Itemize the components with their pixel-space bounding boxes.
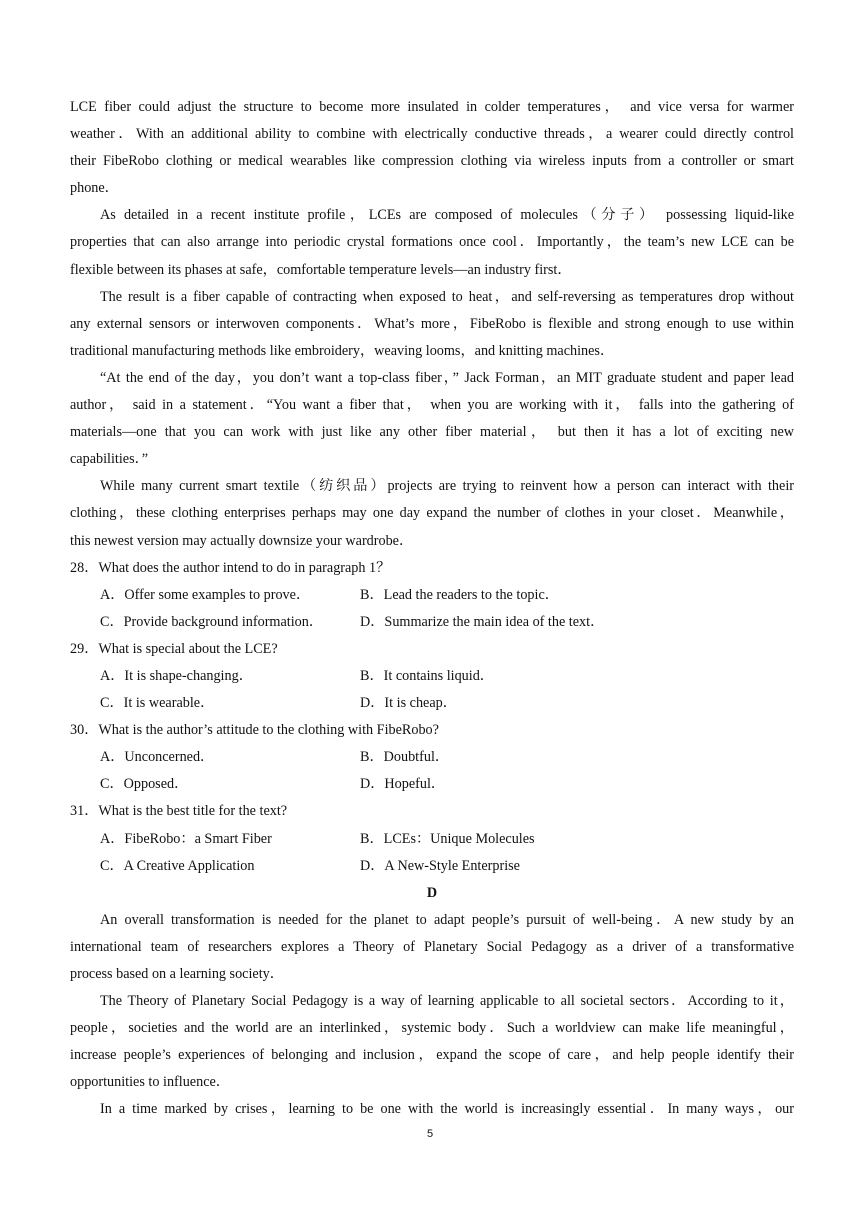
page-number: 5 bbox=[426, 1128, 434, 1140]
answer-option: C．It is wearable． bbox=[100, 695, 215, 712]
answer-option: D．Hopeful． bbox=[360, 776, 446, 793]
paragraph-line: flexible between its phases at safe，comfortable temperature levels—an industry first． bbox=[70, 261, 572, 278]
paragraph-line: LCE fiber could adjust the structure to become more insulated in colder temperatures， and vice versa for warmer bbox=[70, 99, 794, 115]
answer-option: D．Summarize the main idea of the text． bbox=[360, 613, 605, 630]
page-text bbox=[70, 94, 794, 1124]
option-row bbox=[70, 744, 794, 771]
answer-option: C．Provide background information． bbox=[100, 613, 324, 630]
paragraph-line: In a time marked by crises，learning to be one with the world is increasingly essential．In many ways，our bbox=[100, 1101, 794, 1118]
answer-option: B．It contains liquid． bbox=[360, 667, 494, 684]
question-stem: 30．What is the author’s attitude to the clothing with FibeRobo? bbox=[70, 722, 439, 739]
answer-option: B．Lead the readers to the topic． bbox=[360, 586, 559, 603]
answer-option: C．A Creative Application bbox=[100, 857, 255, 874]
paragraph-line: “At the end of the day，you don’t want a top-class fiber，” Jack Forman，an MIT graduate student and paper lead bbox=[100, 369, 794, 386]
paragraph-line: While many current smart textile（纺织品）projects are trying to reinvent how a person can interact with their bbox=[100, 478, 794, 495]
option-row bbox=[70, 826, 794, 853]
paragraph-line: An overall transformation is needed for the planet to adapt people’s pursuit of well-being．A new study by an bbox=[100, 911, 794, 928]
paragraph-line: As detailed in a recent institute profile，LCEs are composed of molecules（分子） possessing liquid-like bbox=[100, 207, 794, 224]
paragraph-line: The result is a fiber capable of contracting when exposed to heat，and self-reversing as temperatures drop without bbox=[100, 288, 794, 305]
option-row bbox=[70, 853, 794, 880]
answer-option: A．FibeRobo：a Smart Fiber bbox=[100, 830, 272, 847]
paragraph-line: people，societies and the world are an interlinked，systemic body．Such a worldview can make life meaningful， bbox=[70, 1020, 794, 1037]
question-stem: 28．What does the author intend to do in paragraph 1？ bbox=[70, 559, 391, 576]
answer-option: D．It is cheap． bbox=[360, 695, 457, 712]
paragraph-line: increase people’s experiences of belonging and inclusion，expand the scope of care，and help people identify their bbox=[70, 1047, 794, 1064]
paragraph-line: their FibeRobo clothing or medical wearables like compression clothing via wireless inputs from a controller or smart bbox=[70, 153, 794, 170]
paragraph-line: this newest version may actually downsize your wardrobe． bbox=[70, 532, 414, 549]
option-row bbox=[70, 609, 794, 636]
answer-option: C．Opposed． bbox=[100, 776, 189, 793]
paragraph-line: The Theory of Planetary Social Pedagogy is a way of learning applicable to all societal sectors．According to it， bbox=[100, 993, 794, 1010]
paragraph-line: phone． bbox=[70, 180, 119, 197]
answer-option: D．A New-Style Enterprise bbox=[360, 857, 520, 874]
paragraph-line: process based on a learning society． bbox=[70, 966, 284, 982]
answer-option: B．Doubtful． bbox=[360, 749, 450, 766]
paragraph-line: author， said in a statement．“You want a fiber that， when you are working with it， falls into the gathering of bbox=[70, 397, 794, 414]
paragraph-line: capabilities．” bbox=[70, 451, 148, 468]
answer-option: B．LCEs：Unique Molecules bbox=[360, 830, 535, 847]
paragraph-line: materials—one that you can work with just like any other fiber material， but then it has a lot of exciting new bbox=[70, 424, 794, 441]
option-row bbox=[70, 771, 794, 798]
option-row bbox=[70, 663, 794, 690]
question-stem: 29．What is special about the LCE? bbox=[70, 640, 278, 657]
paragraph-line: international team of researchers explores a Theory of Planetary Social Pedagogy as a driver of a transformative bbox=[70, 938, 794, 955]
paragraph-line: traditional manufacturing methods like embroidery，weaving looms，and knitting machines． bbox=[70, 342, 615, 359]
answer-option: A．Unconcerned． bbox=[100, 749, 215, 766]
paragraph-line: weather．With an additional ability to combine with electrically conductive threads，a wearer could directly control bbox=[70, 126, 794, 143]
option-row bbox=[70, 582, 794, 609]
answer-option: A．Offer some examples to prove． bbox=[100, 586, 311, 603]
option-row bbox=[70, 690, 794, 717]
question-stem: 31．What is the best title for the text? bbox=[70, 803, 288, 820]
paragraph-line: any external sensors or interwoven components．What’s more，FibeRobo is flexible and strong enough to use within bbox=[70, 315, 794, 332]
section-heading: D bbox=[426, 884, 438, 901]
answer-option: A．It is shape-changing． bbox=[100, 667, 253, 684]
paragraph-line: opportunities to influence． bbox=[70, 1074, 230, 1091]
paragraph-line: clothing，these clothing enterprises perhaps may one day expand the number of clothes in your closet．Meanwhile， bbox=[70, 505, 794, 522]
paragraph-line: properties that can also arrange into periodic crystal formations once cool．Importantly，the team’s new LCE can be bbox=[70, 234, 794, 251]
